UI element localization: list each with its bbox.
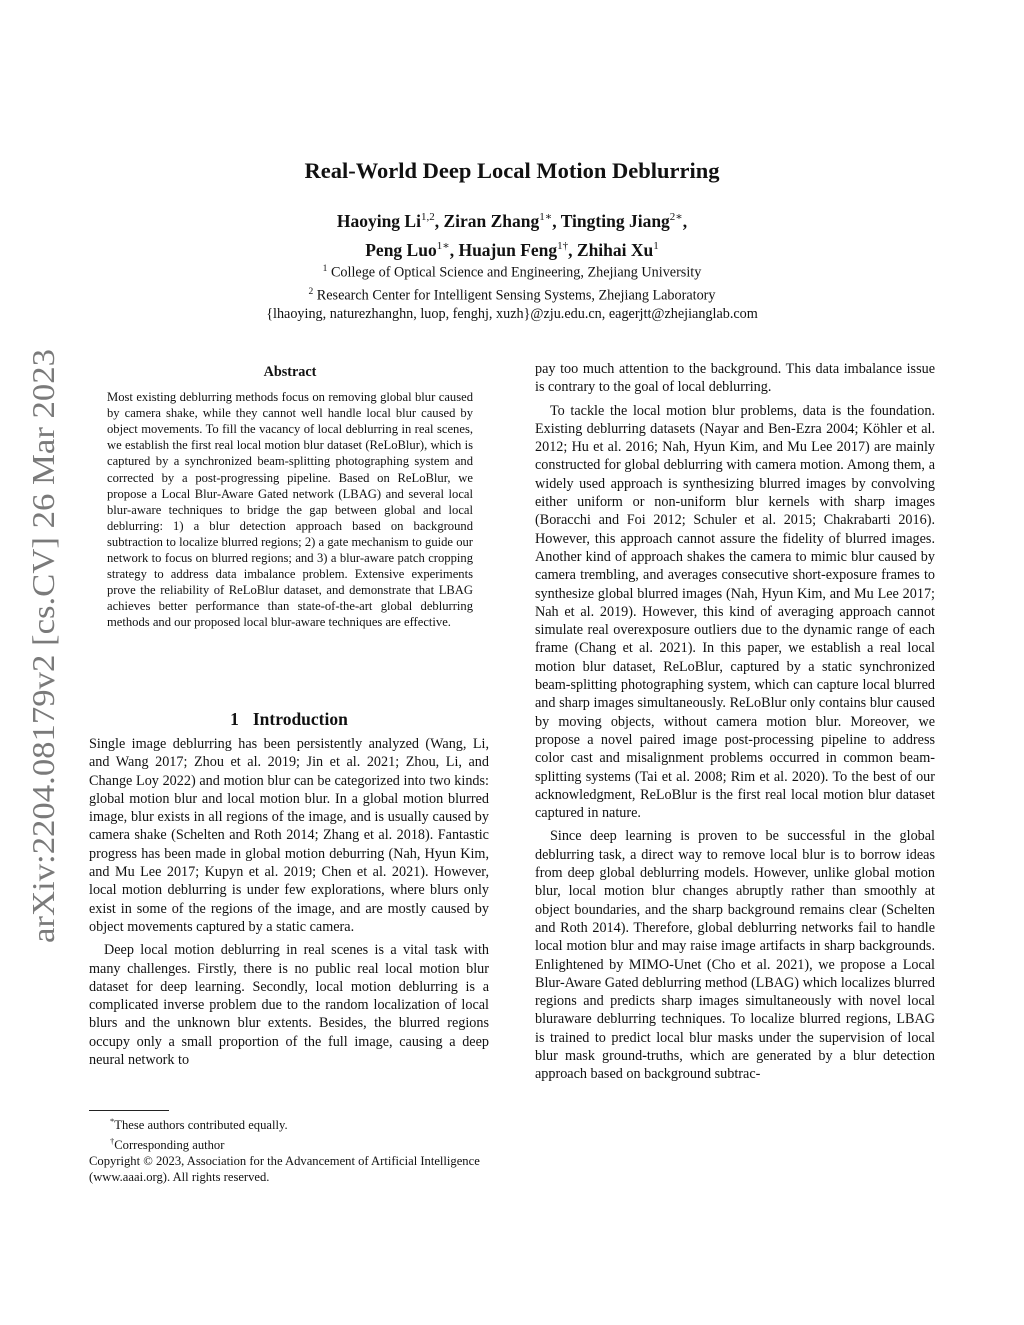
section-heading-introduction [89,709,489,730]
author-name: Zhihai Xu [576,239,654,260]
author-affil-mark: 1,2 [420,211,435,223]
arxiv-stamp-text: arXiv:2204.08179v2 [cs.CV] 26 Mar 2023 [25,395,61,943]
author-name: Tingting Jiang [560,210,670,231]
abstract [107,364,473,631]
author-name: Huajun Feng [458,239,558,260]
author-name: Haoying Li [336,210,421,231]
author-line-1: Haoying Li$^{1,2}$, Ziran Zhang$^{1∗}$, Tingting Jiang$^{2∗}$, [336,210,688,231]
body-paragraph: Deep local motion deblurring in real scenes is a vital task with many challenges. Firstly, there is no public real local motion blur dataset for deep learning. Secondly, local motion deblurring is a complicated inverse problem due to the random localization of local blurs and the unknown blur extents. Besides, the blurred regions occupy only a small proportion of the full image, causing a deep neural network to [89,942,489,1069]
abstract-text: Most existing deblurring methods focus on removing global blur caused by camera shake, while they cannot well handle local blur caused by object movements. To fill the vacancy of local deblurring in real scenes, we establish the first real local motion blur dataset (ReLoBlur), which is captured by a synchronized beam-splitting photographing system and corrected by a post-progressing pipeline. Based on ReLoBlur, we propose a Local Blur-Aware Gated network (LBAG) and several local blur-aware techniques to bridge the gap between global and local deblurring: 1) a blur detection approach based on background subtraction to localize blurred regions; 2) a gate mechanism to guide our network to focus on blurred regions; and 3) a blur-aware patch cropping strategy to address data imbalance problem. Extensive experiments prove the reliability of ReLoBlur dataset, and demonstrate that LBAG achieves better performance than state-of-the-art global deblurring methods and our proposed local blur-aware techniques are effective. [107,390,473,630]
section-title: Introduction [252,709,348,729]
affiliation-1: $^1$ College of Optical Science and Engineering, Zhejiang University [322,264,702,281]
author-affil-mark: 1∗ [539,211,553,223]
body-paragraph: pay too much attention to the background. This data imbalance issue is contrary to the goal of local deblurring. [535,361,935,396]
footnote-divider [89,1110,169,1111]
footnote-corresponding-author: †Corresponding author [110,1136,225,1153]
author-name: Peng Luo [365,239,437,260]
body-paragraph: Since deep learning is proven to be successful in the global deblurring task, a direct way to remove local blur is to borrow ideas from deep global deblurring models. However, unlike global motion blur, local motion blur changes abruptly rather than smoothly at object boundaries, and the sharp background remains clear (Schelten and Roth 2014). Therefore, global deblurring networks fail to handle local motion blur and may raise image artifacts in sharp backgrounds. Enlightened by MIMO-Unet (Cho et al. 2021), we propose a Local Blur-Aware Gated deblurring method (LBAG) which localizes blurred regions and predicts sharp images simultaneously with novel local bluraware deblurring techniques. To localize blurred regions, LBAG is trained to predict local blur masks under the supervision of local blur mask ground-truths, which are generated by a blur detection approach based on background subtrac- [535,828,935,1083]
author-affil-mark: 2∗ [669,211,683,223]
author-affil-mark: 1∗ [436,239,450,252]
affiliations [0,260,1024,324]
footnotes [89,1113,489,1185]
author-emails: {lhaoying, naturezhanghn, luop, fenghj, xuzh}@zju.edu.cn, eagerjtt@zhejianglab.com [266,306,758,323]
author-line-2: Peng Luo$^{1∗}$, Huajun Feng$^{1\dagger}$, Zhihai Xu$^1$ [365,239,659,260]
author-affil-mark: 1 [653,239,659,252]
author-name: Ziran Zhang [443,210,540,231]
arxiv-identifier-stamp [6,347,76,943]
author-list [0,205,1024,263]
intro-right-column [535,360,935,1084]
paper-title: Real-World Deep Local Motion Deblurring [304,158,720,183]
author-affil-mark: 1† [557,239,569,252]
body-paragraph: To tackle the local motion blur problems, data is the foundation. Existing deblurring datasets (Nayar and Ben-Ezra 2004; Köhler et al. 2012; Hu et al. 2016; Nah, Hyun Kim, and Mu Lee 2017) are mainly constructed for global deblurring with camera motion. Among them, a widely used approach is synthesizing blurred images by convolving either uniform or non-uniform blur kernels with sharp images (Boracchi and Foi 2012; Schuler et al. 2015; Chakrabarti 2016). However, this approach cannot assure the fidelity of blurred images. Another kind of approach shakes the camera to mimic blur caused by camera trembling, and averages consecutive short-exposure frames to synthesize global blurred images (Nah, Hyun Kim, and Mu Lee 2017; Nah et al. 2019). However, this kind of averaging approach cannot simulate real overexposure outliers due to the dynamic range of each frame (Chang et al. 2021). In this paper, we establish a real local motion blur dataset, ReLoBlur, captured by a static synchronized beam-splitting photographing system, which can capture local blurred and sharp images simultaneously. ReLoBlur only contains blur caused by moving objects, without camera motion blur. Moreover, we propose a novel paired image post-processing pipeline to address color cast and misalignment problems occurred in common beam-splitting systems (Tai et al. 2008; Rim et al. 2020). To the best of our acknowledgment, ReLoBlur is the first real local motion blur dataset captured in nature. [535,402,935,822]
body-paragraph: Single image deblurring has been persistently analyzed (Wang, Li, and Wang 2017; Zhou et al. 2019; Jin et al. 2021; Zhou, Li, and Change Loy 2022) and motion blur can be categorized into two kinds: global motion blur and local motion blur. In a global motion blurred image, blur exists in all regions of the image, and is usually caused by camera shake (Schelten and Roth 2014; Zhang et al. 2018). Fantastic progress has been made in global motion deburring (Nah, Hyun Kim, and Mu Lee 2017; Kupyn et al. 2019; Chen et al. 2021). However, local motion deblurring is under few explorations, where blurs only exist in some of the regions of the image, and are mostly caused by object movements captured by a static camera. [89,736,489,935]
intro-left-column [89,735,489,1069]
section-number: 1 [230,709,239,729]
footnote-equal-contribution: *These authors contributed equally. [110,1116,288,1133]
copyright-notice: Copyright © 2023, Association for the Advancement of Artificial Intelligence (www.aaai.org). All rights reserved. [89,1154,480,1184]
affiliation-2: $^2$ Research Center for Intelligent Sensing Systems, Zhejiang Laboratory [308,286,716,304]
abstract-heading: Abstract [263,364,317,380]
